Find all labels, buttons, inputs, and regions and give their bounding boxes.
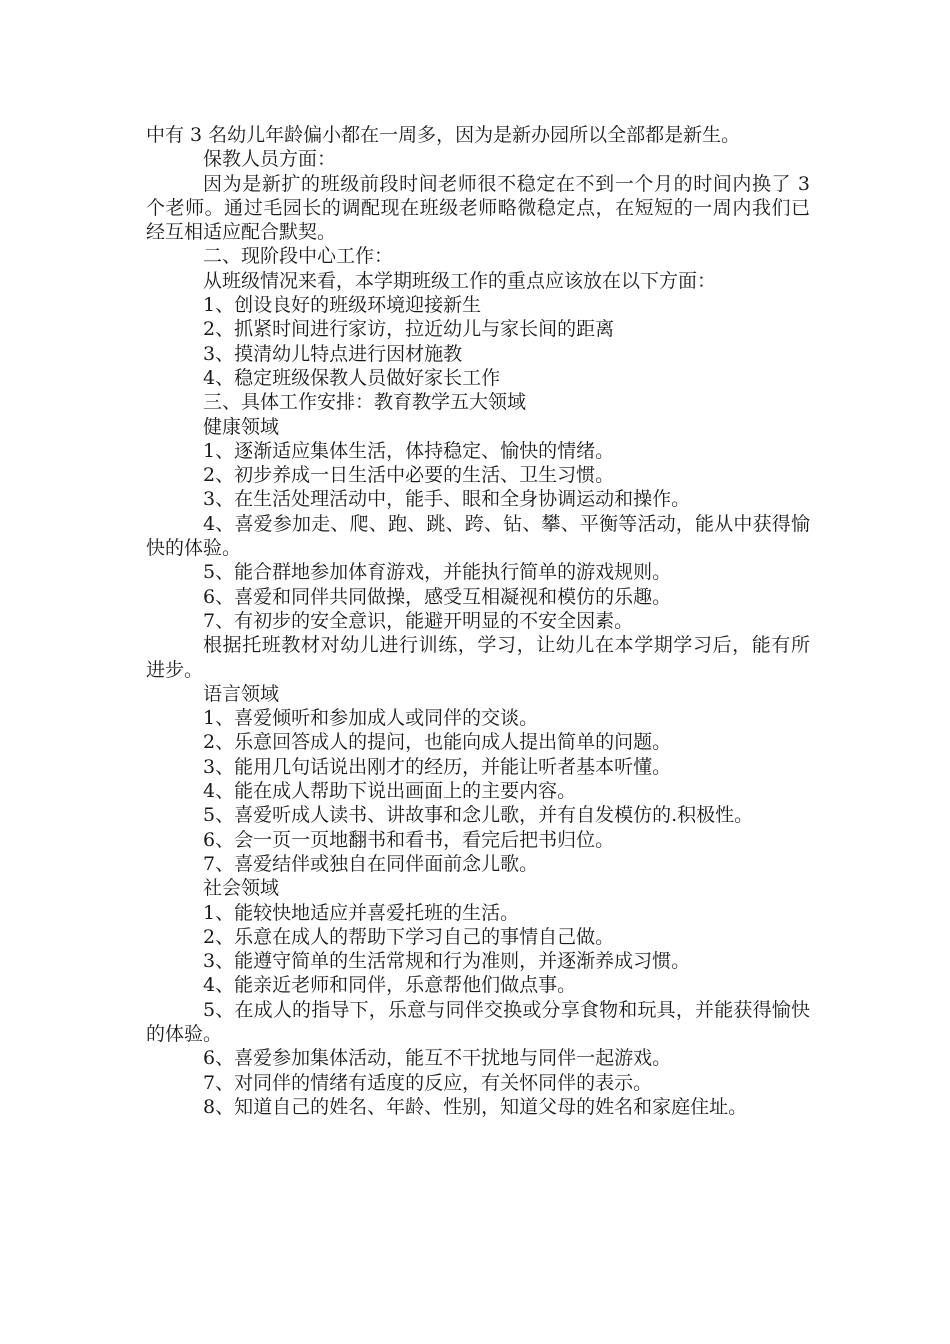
paragraph: 健康领域 xyxy=(203,415,280,438)
paragraph: 6、会一页一页地翻书和看书，看完后把书归位。 xyxy=(203,828,615,851)
paragraph: 三、具体工作安排：教育教学五大领域 xyxy=(203,391,527,414)
paragraph: 二、现阶段中心工作： xyxy=(203,245,394,268)
paragraph: 1、创设良好的班级环境迎接新生 xyxy=(203,294,482,317)
paragraph: 2、乐意回答成人的提问，也能向成人提出简单的问题。 xyxy=(203,731,672,754)
paragraph: 5、在成人的指导下，乐意与同伴交换或分享食物和玩具，并能获得愉快的体验。 xyxy=(146,998,810,1045)
paragraph: 5、能合群地参加体育游戏，并能执行简单的游戏规则。 xyxy=(203,561,672,584)
paragraph: 3、能遵守简单的生活常规和行为准则，并逐渐养成习惯。 xyxy=(203,950,691,973)
paragraph: 中有 3 名幼儿年龄偏小都在一周多，因为是新办园所以全部都是新生。 xyxy=(146,124,741,146)
paragraph: 4、能在成人帮助下说出画面上的主要内容。 xyxy=(203,780,577,803)
paragraph: 4、喜爱参加走、爬、跑、跳、跨、钻、攀、平衡等活动，能从中获得愉快的体验。 xyxy=(146,512,810,560)
paragraph: 7、有初步的安全意识，能避开明显的不安全因素。 xyxy=(203,609,634,632)
paragraph: 7、对同伴的情绪有适度的反应，有关怀同伴的表示。 xyxy=(203,1071,653,1094)
paragraph: 2、抓紧时间进行家访，拉近幼儿与家长间的距离 xyxy=(203,318,615,341)
paragraph: 3、在生活处理活动中，能手、眼和全身协调运动和操作。 xyxy=(203,488,691,511)
paragraph: 社会领域 xyxy=(203,877,280,900)
paragraph: 从班级情况来看，本学期班级工作的重点应该放在以下方面： xyxy=(203,269,717,292)
paragraph: 6、喜爱参加集体活动，能互不干扰地与同伴一起游戏。 xyxy=(203,1047,672,1070)
paragraph: 4、稳定班级保教人员做好家长工作 xyxy=(203,366,501,389)
paragraph: 语言领域 xyxy=(203,682,280,705)
paragraph: 8、知道自己的姓名、年龄、性别，知道父母的姓名和家庭住址。 xyxy=(203,1095,748,1118)
paragraph: 因为是新扩的班级前段时间老师很不稳定在不到一个月的时间内换了 3 个老师。通过毛园长的调配现在班级老师略微稳定点，在短短的一周内我们已经互相适应配合默契。 xyxy=(146,172,810,244)
paragraph: 2、初步养成一日生活中必要的生活、卫生习惯。 xyxy=(203,464,615,487)
paragraph: 根据托班教材对幼儿进行训练，学习，让幼儿在本学期学习后，能有所进步。 xyxy=(146,634,810,681)
paragraph: 2、乐意在成人的帮助下学习自己的事情自己做。 xyxy=(203,925,615,948)
paragraph: 1、逐渐适应集体生活，体持稳定、愉快的情绪。 xyxy=(203,439,615,462)
paragraph: 1、能较快地适应并喜爱托班的生活。 xyxy=(203,901,520,924)
paragraph: 5、喜爱听成人读书、讲故事和念儿歌，并有自发模仿的.积极性。 xyxy=(203,804,754,827)
paragraph: 3、能用几句话说出刚才的经历，并能让听者基本听懂。 xyxy=(203,755,672,778)
paragraph: 保教人员方面： xyxy=(203,148,337,171)
document-body xyxy=(146,123,810,1119)
paragraph: 7、喜爱结伴或独自在同伴面前念儿歌。 xyxy=(203,852,539,875)
paragraph: 3、摸清幼儿特点进行因材施教 xyxy=(203,342,463,365)
paragraph: 4、能亲近老师和同伴，乐意帮他们做点事。 xyxy=(203,974,577,997)
paragraph: 6、喜爱和同伴共同做操，感受互相凝视和模仿的乐趣。 xyxy=(203,585,672,608)
paragraph: 1、喜爱倾听和参加成人或同伴的交谈。 xyxy=(203,707,539,730)
